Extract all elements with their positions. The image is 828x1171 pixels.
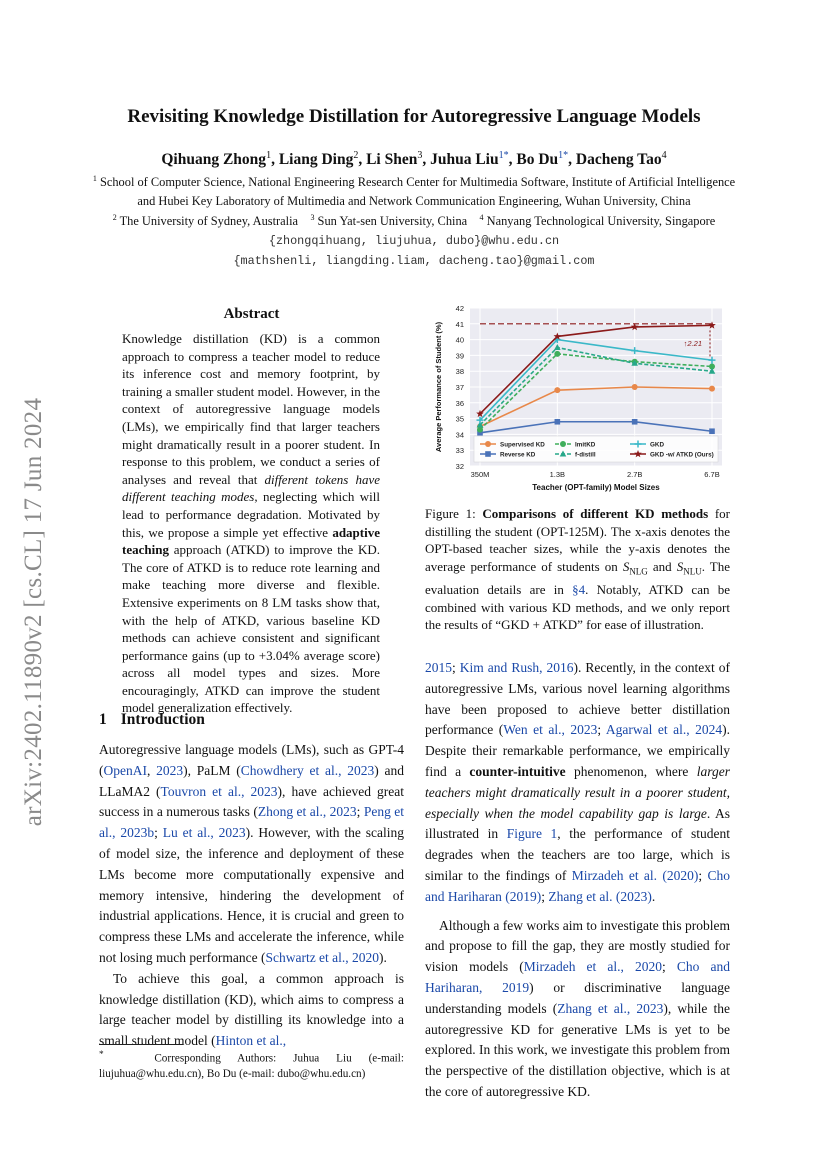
citation-link[interactable]: Touvron et al., (160, 783, 245, 799)
author-list: Qihuang Zhong$^1$, Liang Ding$^2$, Li Shen$^3$, Juhua Liu$^{1*}$, Bo $Du^{1*}$, Dacheng Tao$^4$ (161, 150, 667, 169)
data-point (632, 384, 638, 390)
author-sup: 3 (417, 150, 423, 161)
author: Dacheng Tao (575, 151, 662, 169)
citation-link[interactable]: Zhong et al., 2023 (257, 804, 357, 820)
legend-label: GKD -w/ ATKD (Ours) (650, 451, 714, 459)
annotation-label: ↑2.21 (683, 338, 702, 348)
x-tick-label: 6.7B (704, 470, 720, 479)
data-point (485, 441, 491, 447)
author-sup[interactable]: 1* (558, 150, 569, 161)
citation-link[interactable]: Cho and Hariharan, 2019 (425, 959, 730, 995)
citation-link[interactable]: 2023 (156, 762, 184, 778)
legend-label: GKD (650, 441, 664, 449)
data-point (709, 428, 715, 434)
figure-1-chart (430, 300, 730, 495)
footnote: * Corresponding Authors: Juhua Liu (e-mail: liujuhua@whu.edu.cn), Bo Du (e-mail: dubo@whu.edu.cn) (99, 1050, 404, 1080)
data-point (709, 386, 715, 392)
legend-label: Supervised KD (500, 441, 545, 449)
y-tick-label: 41 (455, 319, 464, 329)
affiliation-1: $^1$ School of Computer Science, National Engineering Research Center for Multimedia Software, Institute of Artificial Intelligence (92, 174, 736, 190)
y-tick-label: 36 (455, 398, 464, 408)
y-axis-label: Average Performance of Student (%) (434, 321, 443, 453)
y-tick-label: 35 (455, 414, 464, 424)
data-point (477, 427, 483, 433)
y-tick-label: 38 (455, 367, 464, 377)
affiliation-1b: and Hubei Key Laboratory of Multimedia and Network Communication Engineering, Wuhan University, China (137, 194, 691, 208)
legend-label: Reverse KD (500, 451, 536, 459)
intro-text: Autoregressive language models (LMs), such as GPT-4 (OpenAI, 2023), PaLM (Chowdhery et al., 2023) and LLaMA2 (Touvron et al., 2023), have achieved great success in a numerous tasks (Zhong et al., 2023; Peng et al., 2023b; Lu et al., 2023). However, with the scaling of model size, the inference and deployment of these LMs become more computationally expensive and memory intensive, hindering the development of industrial applications. Hence, it is crucial and green to compress these LMs and accelerate the inference, while not losing much performance (Schwartz et al., 2020). To achieve this goal, a common approach is knowledge distillation (KD), which aims to compress a large teacher model by distilling its knowledge into a small student model (Hinton et al., (99, 742, 405, 1049)
y-tick-label: 39 (455, 351, 464, 361)
citation-link[interactable]: Chowdhery et al., (240, 762, 342, 778)
citation-link[interactable]: Kim and Rush, 2016 (459, 660, 574, 675)
email-line-2: {mathshenli, liangding.liam, dacheng.tao}@gmail.com (233, 254, 595, 268)
citation-link[interactable]: Mirzadeh et al. (2020) (571, 867, 699, 883)
section-ref-link[interactable]: §4 (572, 581, 586, 597)
x-axis-label: Teacher (OPT-family) Model Sizes (532, 483, 660, 492)
citation-link[interactable]: Peng et al., 2023b (99, 804, 404, 841)
data-point (555, 419, 561, 425)
email-line-1: {zhongqihuang, liujuhua, dubo}@whu.edu.cn (268, 234, 560, 248)
citation-link[interactable]: 2023 (347, 762, 375, 778)
abstract-body: Knowledge distillation (KD) is a common approach to compress a teacher model to reduce its inference cost and memory footprint, by training a smaller student model. However, in the context of autoregressive language models (LMs), we empirically find that larger teachers might dramatically result in a poorer student. In response to this problem, we conduct a series of analyses and reveal that different tokens have different teaching modes, neglecting which will lead to performance degradation. Motivated by this, we propose a simple yet effective adaptive teaching approach (ATKD) to improve the KD. The core of ATKD is to reduce rote learning and make teaching more diverse and flexible. Extensive experiments on 8 LM tasks show that, with the help of ATKD, various baseline KD methods can achieve consistent and significant performance gains (up to +3.04% average score) across all model types and sizes. More encouragingly, ATKD can improve the student model generalization effectively. (122, 331, 381, 716)
author: Li Shen (366, 151, 418, 169)
section-heading: 1 Introduction (99, 711, 205, 728)
y-tick-label: 33 (455, 446, 464, 456)
citation-link[interactable]: OpenAI (103, 762, 147, 778)
citation-link[interactable]: Agarwal et al., 2024 (605, 722, 723, 738)
citation-link[interactable]: Zhang et al., 2023 (557, 1000, 664, 1016)
x-tick-label: 1.3B (549, 470, 566, 479)
figure-caption: Figure 1: Comparisons of different KD methods for distilling the student (OPT-125M). The x-axis denotes the OPT-based teacher sizes, while the y-axis denotes the average performance of students on $S_{NLG}$ and $S_{NLU}$. The evaluation details are in §4. Notably, ATKD can be combined with various KD methods, and we only report the results of “GKD + ATKD” for ease of illustration. (425, 506, 731, 633)
arxiv-stamp: arXiv:2402.11890v2 [cs.CL] 17 Jun 2024 (20, 397, 47, 827)
data-point (485, 451, 491, 457)
right-column-text: 2015; Kim and Rush, 2016). Recently, in the context of autoregressive LMs, various novel learning algorithms have been proposed to achieve better distillation performance (Wen et al., 2023; Agarwal et al., 2024). Despite their remarkable performance, we empirically find a counter-intuitive phenomenon, where larger teachers might dramatically result in a poorer student, especially when the model capability gap is large. As illustrated in Figure 1, the performance of student degrades when the teachers are too large, which is similar to the findings of Mirzadeh et al. (2020); Cho and Hariharan (2019); Zhang et al. (2023). Although a few works aim to investigate this problem and propose to fill the gap, they are mostly studied for vision models (Mirzadeh et al., 2020; Cho and Hariharan, 2019) or discriminative language understanding models (Zhang et al., 2023), while the autoregressive KD for generative LMs is yet to be explored. In this work, we investigate this problem from the perspective of the distillation objective, which is at the core of autoregressive KD. (425, 660, 731, 1099)
citation-link[interactable]: Hinton et al., (215, 1033, 287, 1049)
data-point (554, 351, 560, 357)
author: Juhua Liu (430, 151, 499, 169)
y-tick-label: 42 (455, 304, 464, 313)
author-sup: 4 (661, 150, 667, 161)
paper-title: Revisiting Knowledge Distillation for Autoregressive Language Models (127, 106, 701, 127)
data-point (554, 387, 560, 393)
citation-link[interactable]: Mirzadeh et al., 2020 (523, 959, 663, 975)
x-tick-label: 2.7B (626, 470, 643, 479)
legend-label: f-distill (575, 451, 596, 459)
author: Liang Ding (278, 151, 354, 169)
citation-link[interactable]: 2015 (425, 660, 452, 675)
citation-link[interactable]: Zhang et al. (2023) (548, 888, 652, 904)
y-tick-label: 34 (455, 430, 464, 440)
citation-link[interactable]: Lu et al., 2023 (162, 825, 246, 841)
author: Qihuang Zhong (161, 151, 267, 169)
y-tick-label: 32 (455, 462, 464, 471)
legend-label: ImitKD (575, 441, 596, 449)
figure-ref-link[interactable]: Figure 1 (506, 826, 558, 842)
affiliation-2-4: $^2$ The University of Sydney, Australia $^3$ Sun Yat-sen University, China $^4$ Nanyang Technological University, Singapore (112, 213, 716, 229)
abstract-heading: Abstract (223, 306, 280, 322)
citation-link[interactable]: 2023 (250, 783, 278, 799)
author: Bo Du (516, 151, 559, 169)
data-point (632, 419, 638, 425)
y-tick-label: 37 (455, 383, 464, 392)
author-sup[interactable]: 1* (498, 150, 509, 161)
citation-link[interactable]: Wen et al., 2023 (503, 722, 598, 738)
author-sup: 2 (353, 150, 359, 161)
data-point (560, 441, 566, 447)
x-tick-label: 350M (470, 470, 490, 479)
footnote-rule (99, 1044, 183, 1045)
citation-link[interactable]: Schwartz et al., 2020 (265, 949, 380, 965)
citation-link[interactable]: Cho and Hariharan (2019) (425, 867, 731, 904)
author-sup: 1 (266, 150, 272, 161)
y-tick-label: 40 (455, 335, 464, 345)
